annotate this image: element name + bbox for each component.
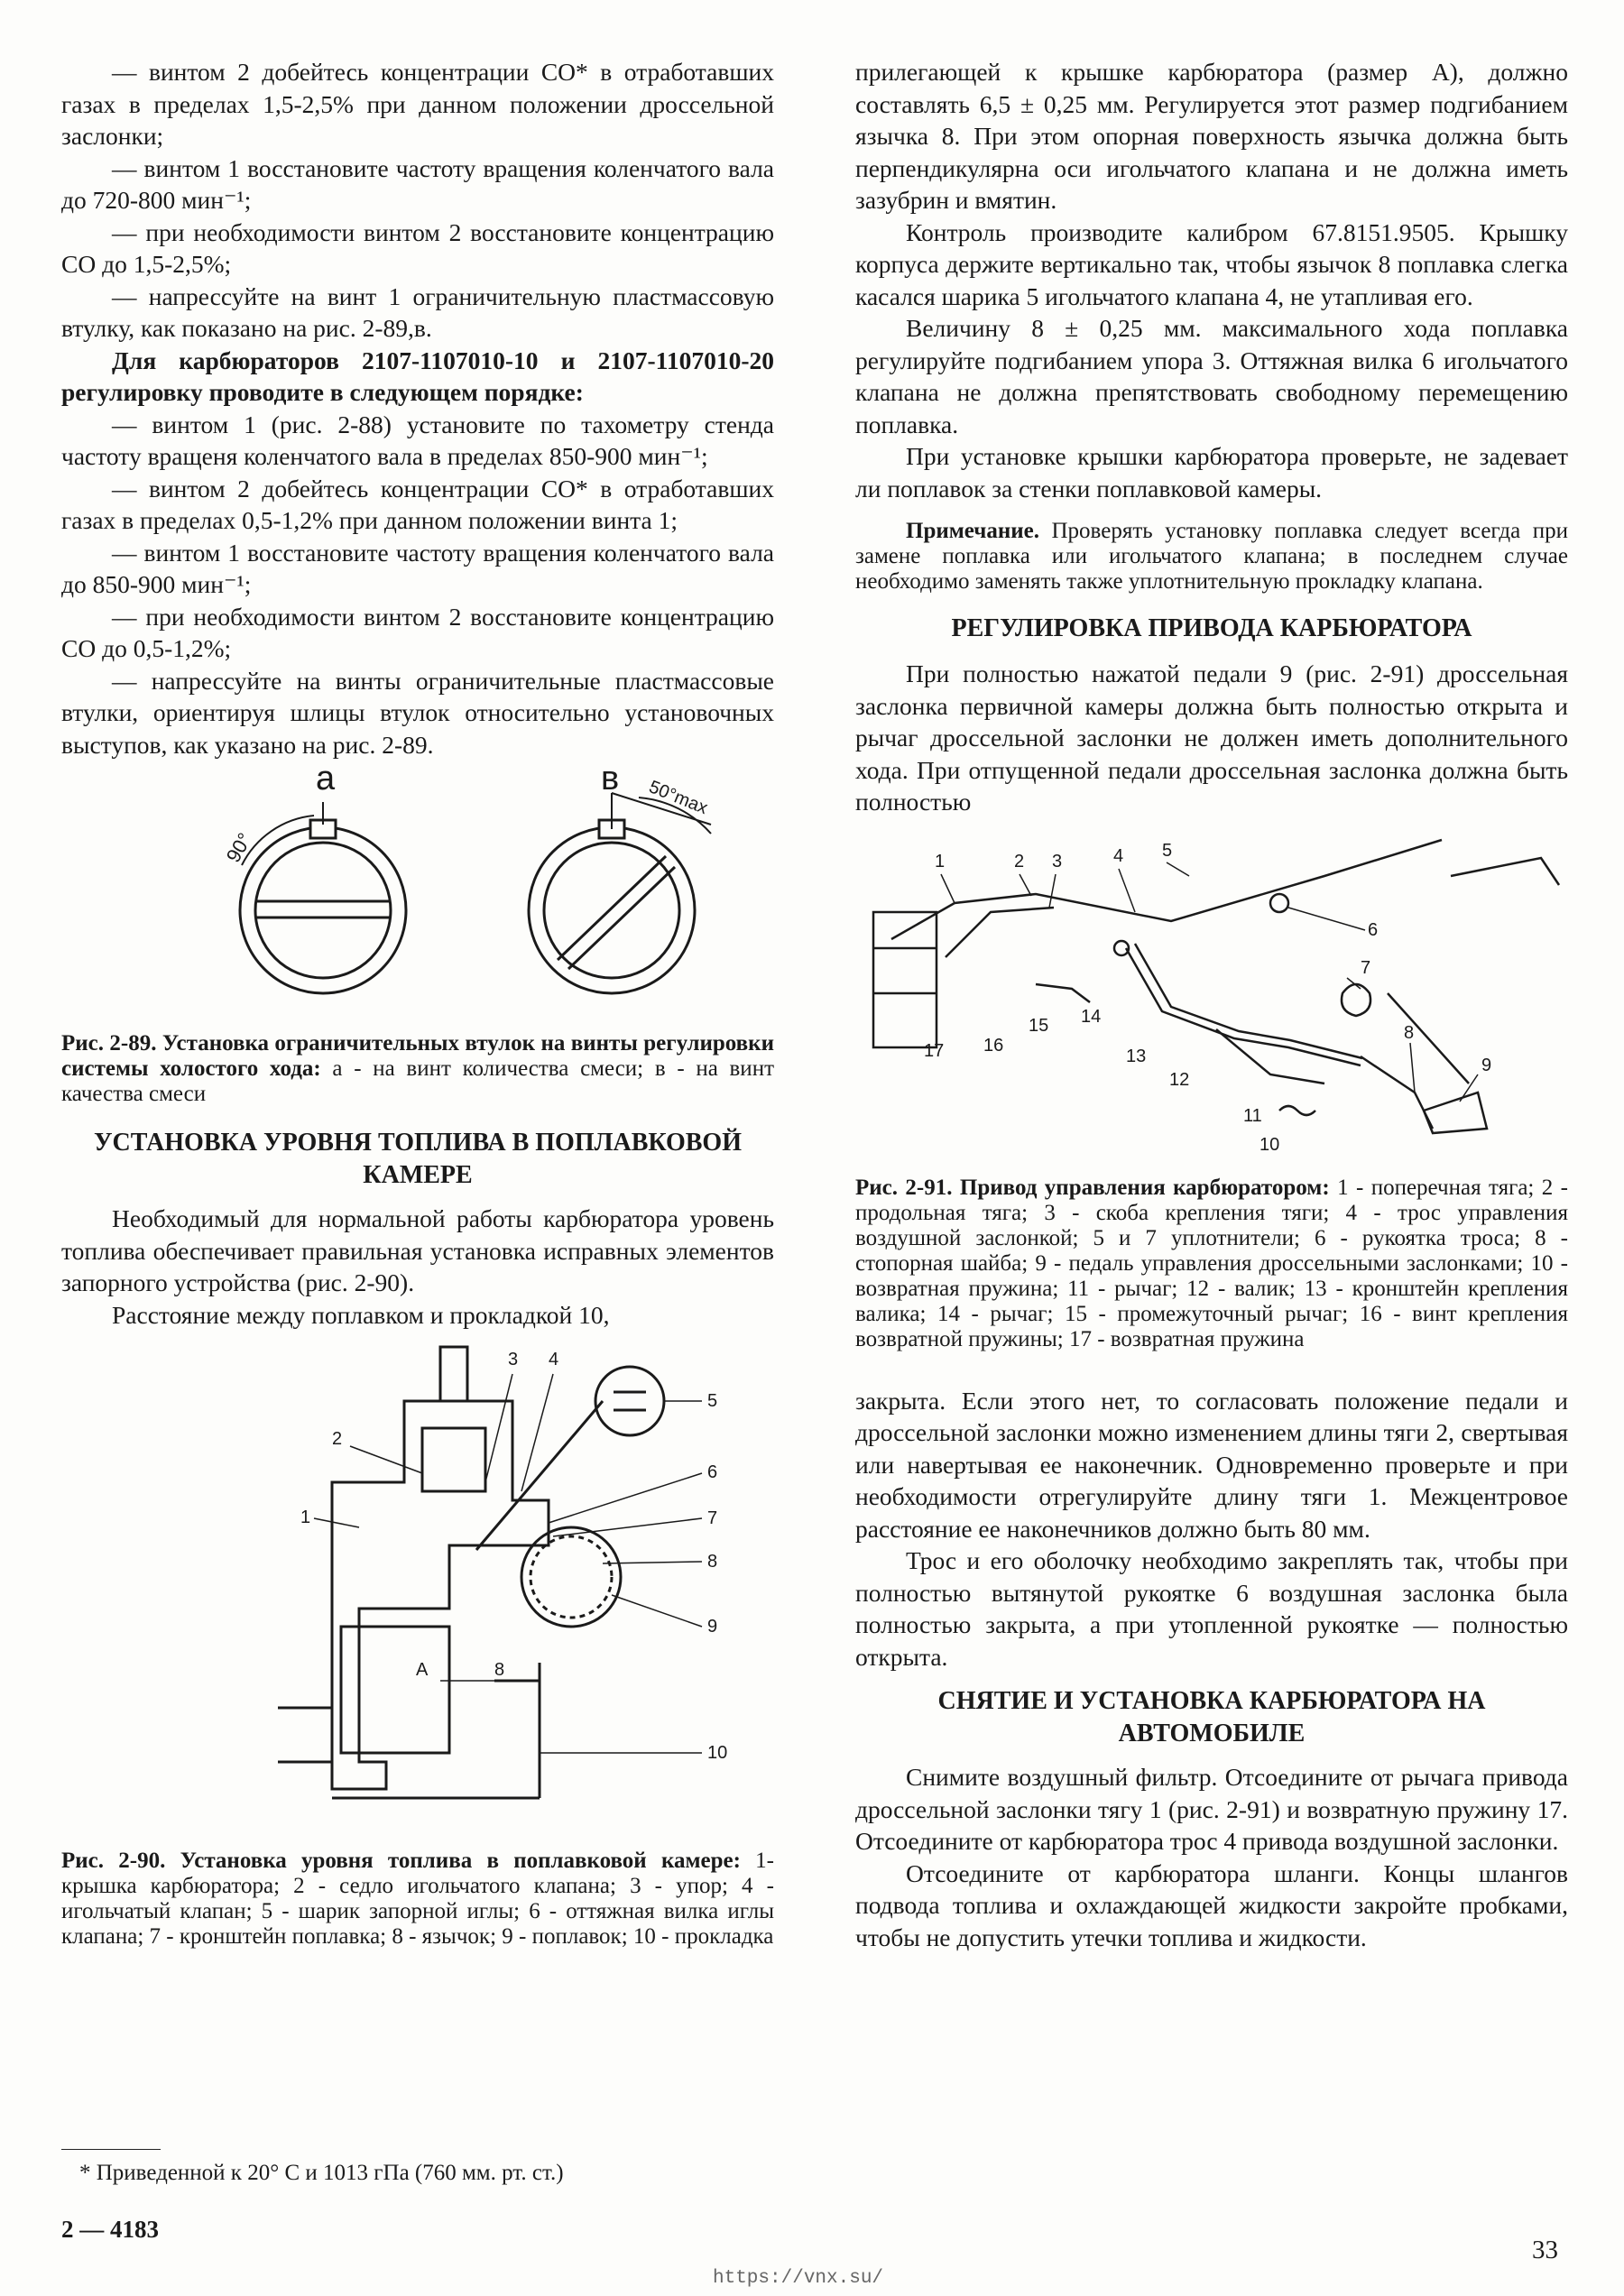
right-para-5: При полностью нажатой педали 9 (рис. 2-91) дроссельная заслонка первичной камеры должна быть полностью открыта и рычаг дроссельной заслонки не должен иметь дополнительного хода. При отпущенной педали дроссельная заслонка должна быть полностью (855, 659, 1568, 816)
footnote-block (61, 2149, 774, 2186)
left-para-9: — при необходимости винтом 2 восстановите концентрацию СО до 0,5-1,2%; (61, 602, 774, 662)
right-para-8: Снимите воздушный фильтр. Отсоедините от рычага привода дроссельной заслонки тягу 1 (рис. 2-91) и возвратную пружину 17. Отсоедините от карбюратора трос 4 привода воздушной заслонки. (855, 1763, 1568, 1855)
caption-2-90: Рис. 2-90. Установка уровня топлива в поплавковой камере: 1- крышка карбюратора; 2 - седло игольчатого клапана; 3 - упор; 4 - игольчатый клапан; 5 - шарик запорной иглы; 6 - оттяжная вилка иглы клапана; 7 - кронштейн поплавка; 8 - язычок; 9 - поплавок; 10 - прокладка (61, 1849, 775, 1949)
figure-2-90-drawing (61, 1338, 774, 1843)
fig90-num-6: 6 (707, 1462, 718, 1482)
right-para-9: Отсоедините от карбюратора шланги. Концы шлангов подвода топлива и охлаждающей жидкости закройте пробками, чтобы не допустить утечки топлива и жидкости. (855, 1858, 1568, 1951)
footnote: * Приведенной к 20° С и 1013 гПа (760 мм. рт. ст.) (79, 2161, 564, 2185)
figure-2-89-drawing (61, 766, 774, 1028)
fig89-angle-b: 50°max (646, 777, 711, 819)
left-para-10: — напрессуйте на винты ограничительные пластмассовые втулки, ориентируя шлицы втулок относительно установочных выступов, как указано на рис. 2-89. (61, 666, 774, 759)
left-para-3: — при необходимости винтом 2 восстановите концентрацию СО до 1,5-2,5%; (61, 217, 774, 278)
heading-remove-install: СНЯТИЕ И УСТАНОВКА КАРБЮРАТОРА НА АВТОМОБИЛЕ (937, 1687, 1486, 1747)
footnote-rule (61, 2149, 161, 2150)
fig91-num-17: 17 (924, 1040, 945, 1061)
caption-2-91: Рис. 2-91. Привод управления карбюратором: 1 - поперечная тяга; 2 - продольная тяга; 3 - скоба крепления тяги; 4 - трос управления воздушной заслонкой; 5 и 7 уплотнители; 6 - рукоятка троса; 8 - стопорная шайба; 9 - педаль управления дроссельными заслонками; 10 - возвратная пружина; 11 - рычаг; 12 - валик; 13 - кронштейн крепления валика; 14 - рычаг; 15 - промежуточный рычаг; 16 - винт крепления возвратной пружины; 17 - возвратная пружина (855, 1175, 1568, 1351)
fig90-num-2: 2 (332, 1429, 343, 1449)
fig91-num-13: 13 (1126, 1046, 1147, 1066)
fig91-num-2: 2 (1014, 851, 1025, 871)
fig91-num-4: 4 (1113, 845, 1124, 866)
fig91-num-5: 5 (1162, 840, 1173, 861)
figure-2-91 (855, 822, 1568, 1174)
fig91-num-10: 10 (1260, 1134, 1280, 1155)
fig91-num-12: 12 (1169, 1069, 1190, 1090)
fig90-num-1: 1 (300, 1508, 311, 1527)
fig91-num-16: 16 (983, 1035, 1004, 1056)
right-para-2: Контроль производите калибром 67.8151.9505. Крышку корпуса держите вертикально так, чтобы язычок 8 поплавка слегка касался шарика 5 игольчатого клапана 4, не утапливая его. (855, 217, 1568, 310)
figure-2-89 (61, 766, 774, 1028)
signature-mark: 2 — 4183 (61, 2216, 159, 2243)
fig90-num-4: 4 (549, 1350, 559, 1369)
right-para-7: Трос и его оболочку необходимо закреплять так, чтобы при полностью вытянутой рукоятке 6 воздушная заслонка была полностью закрыта, а при утопленной рукоятке — полностью открыта. (855, 1546, 1568, 1671)
fig91-num-11: 11 (1243, 1105, 1262, 1126)
left-para-1: — винтом 2 добейтесь концентрации СО* в отработавших газах в пределах 1,5-2,5% при данном положении дроссельной заслонки; (61, 58, 774, 150)
fig90-num-8: 8 (707, 1552, 718, 1572)
left-para-4: — напрессуйте на винт 1 ограничительную пластмассовую втулку, как показано на рис. 2-89,в. (61, 281, 774, 342)
fig90-num-9: 9 (707, 1617, 718, 1637)
figure-2-91-drawing (855, 822, 1568, 1174)
left-para-12: Расстояние между поплавком и прокладкой 10, (112, 1300, 610, 1329)
fig91-num-14: 14 (1081, 1006, 1102, 1027)
fig90-dim-8: 8 (494, 1660, 505, 1680)
fig89-label-b: в (601, 766, 620, 798)
fig90-num-3: 3 (508, 1350, 519, 1369)
heading-drive-adjust: РЕГУЛИРОВКА ПРИВОДА КАРБЮРАТОРА (951, 614, 1472, 642)
fig90-num-10: 10 (707, 1743, 728, 1763)
left-para-2: — винтом 1 восстановите частоту вращения коленчатого вала до 720-800 мин⁻¹; (61, 153, 774, 214)
fig91-num-6: 6 (1368, 919, 1379, 940)
fig89-label-a: а (316, 766, 336, 798)
fig91-num-15: 15 (1029, 1015, 1049, 1036)
right-para-3: Величину 8 ± 0,25 мм. максимального хода поплавка регулируйте подгибанием упора 3. Оттяжная вилка 6 игольчатого клапана не должна препятствовать свободному перемещению поплавка. (855, 314, 1568, 438)
fig91-num-8: 8 (1404, 1022, 1415, 1043)
left-column (61, 56, 774, 1950)
fig89-angle-a: 90° (221, 828, 256, 867)
source-url[interactable]: https://vnx.su/ (713, 2268, 884, 2289)
fig90-dim-a: A (416, 1660, 429, 1680)
left-para-5-bold: Для карбюраторов 2107-1107010-10 и 2107-1107010-20 регулировку проводите в следующем порядке: (61, 346, 774, 406)
heading-fuel-level: УСТАНОВКА УРОВНЯ ТОПЛИВА В ПОПЛАВКОВОЙ КАМЕРЕ (93, 1129, 742, 1189)
fig91-num-3: 3 (1052, 851, 1063, 871)
caption-2-89: Рис. 2-89. Установка ограничительных втулок на винты регулировки системы холостого хода: а - на винт количества смеси; в - на винт качества смеси (61, 1031, 774, 1106)
left-para-7: — винтом 2 добейтесь концентрации СО* в отработавших газах в пределах 0,5-1,2% при данном положении винта 1; (61, 474, 774, 534)
right-para-4: При установке крышки карбюратора проверьте, не задевает ли поплавок за стенки поплавковой камеры. (855, 442, 1568, 503)
right-para-1: прилегающей к крышке карбюратора (размер А), должно составлять 6,5 ± 0,25 мм. Регулируется этот размер подгибанием язычка 8. При этом опорная поверхность язычка должна быть перпендикулярна оси игольчатого клапана и не должна иметь зазубрин и вмятин. (855, 58, 1568, 214)
fig91-num-7: 7 (1361, 957, 1371, 978)
left-para-8: — винтом 1 восстановите частоту вращения коленчатого вала до 850-900 мин⁻¹; (61, 538, 774, 598)
right-para-6: закрыта. Если этого нет, то согласовать положение педали и дроссельной заслонки можно изменением длины тяги 2, свертывая или навертывая ее наконечник. Одновременно проверьте и при необходимости отрегулируйте длину тяги 1. Межцентровое расстояние ее наконечников должно быть 80 мм. (855, 1386, 1568, 1543)
figure-2-90 (61, 1338, 774, 1843)
fig91-num-9: 9 (1481, 1055, 1492, 1075)
right-column (855, 56, 1568, 1953)
note-paragraph: Примечание. Проверять установку поплавка следует всегда при замене поплавка или игольчатого клапана; в последнем случае необходимо заменять также уплотнительную прокладку клапана. (855, 519, 1568, 594)
left-para-11: Необходимый для нормальной работы карбюратора уровень топлива обеспечивает правильная установка исправных элементов запорного устройства (рис. 2-90). (61, 1204, 774, 1296)
fig90-num-7: 7 (707, 1508, 718, 1528)
left-para-6: — винтом 1 (рис. 2-88) установите по тахометру стенда частоту вращеня коленчатого вала в пределах 850-900 мин⁻¹; (61, 410, 774, 470)
fig91-num-1: 1 (935, 851, 946, 871)
fig90-num-5: 5 (707, 1391, 718, 1411)
page-number: 33 (1532, 2236, 1558, 2264)
